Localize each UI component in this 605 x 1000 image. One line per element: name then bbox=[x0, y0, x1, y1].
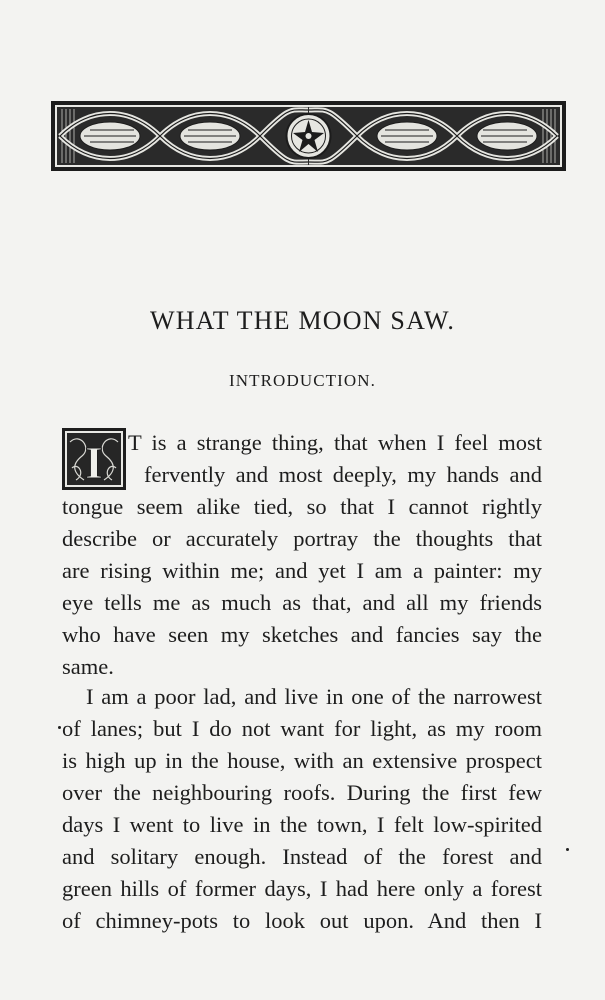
paragraph-2-line-6: and solitary enough. Instead of the forest and bbox=[62, 844, 542, 869]
paragraph-1-line-2: fervently and most deeply, my hands and bbox=[144, 462, 542, 487]
ink-speck bbox=[566, 848, 569, 851]
dropcap-icon bbox=[62, 428, 126, 490]
paragraph-2-line-8: of chimney-pots to look out upon. And then I bbox=[62, 908, 542, 933]
paragraph-2-line-1: I am a poor lad, and live in one of the narrowest bbox=[86, 684, 542, 709]
paragraph-2-line-2: of lanes; but I do not want for light, as my room bbox=[62, 716, 542, 741]
paragraph-2-line-7: green hills of former days, I had here only a forest bbox=[62, 876, 542, 901]
paragraph-2-line-5: days I went to live in the town, I felt low-spirited bbox=[62, 812, 542, 837]
ink-speck bbox=[58, 726, 61, 729]
page-title: WHAT THE MOON SAW. bbox=[149, 306, 456, 335]
paragraph-1-line-1: T is a strange thing, that when I feel most bbox=[128, 430, 542, 455]
ornamental-headband-icon bbox=[50, 100, 567, 172]
paragraph-1-line-7: who have seen my sketches and fancies say the bbox=[62, 622, 542, 647]
paragraph-1-line-6: eye tells me as much as that, and all my friends bbox=[62, 590, 542, 615]
paragraph-1-line-4: describe or accurately portray the thoughts that bbox=[62, 526, 542, 551]
paragraph-1-line-8: same. bbox=[62, 654, 114, 679]
section-heading: INTRODUCTION. bbox=[229, 371, 376, 390]
paragraph-2-line-4: over the neighbouring roofs. During the first few bbox=[62, 780, 542, 805]
paragraph-2-line-3: is high up in the house, with an extensive prospect bbox=[62, 748, 542, 773]
paragraph-1-line-3: tongue seem alike tied, so that I cannot rightly bbox=[62, 494, 542, 519]
dropcap-letter: I bbox=[85, 437, 103, 488]
paragraph-1-line-5: are rising within me; and yet I am a painter: my bbox=[62, 558, 542, 583]
